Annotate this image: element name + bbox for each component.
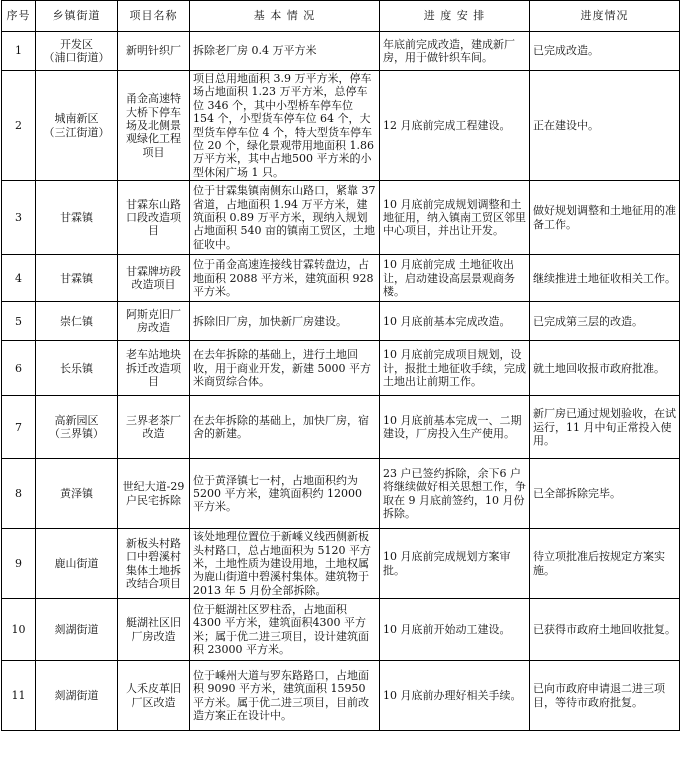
header-schedule: 进 度 安 排 (380, 1, 530, 32)
progress-status: 已全部拆除完毕。 (530, 459, 680, 529)
progress-status: 已获得市政府土地回收批复。 (530, 599, 680, 661)
schedule-plan: 23 户已签约拆除，余下6 户将继续做好相关思想工作，争取在 9 月底前签约，10 月份拆除。 (380, 459, 530, 529)
header-project: 项目名称 (118, 1, 190, 32)
schedule-plan: 10 月底前完成规划调整和土地征用，纳入镇南工贸区邻里中心项目，并出让开发。 (380, 181, 530, 255)
project-name: 新板头村路口中碧溪村集体土地拆改结合项目 (118, 529, 190, 599)
basic-info: 拆除旧厂房，加快新厂房建设。 (190, 302, 380, 341)
project-name: 老车站地块拆迁改造项目 (118, 341, 190, 396)
town-name: 长乐镇 (36, 341, 118, 396)
town-name: 崇仁镇 (36, 302, 118, 341)
basic-info: 位于甬金高速连接线甘霖转盘边，占地面积 2088 平方米，建筑面积 928 平方米。 (190, 255, 380, 302)
town-name: 高新园区 （三界镇） (36, 396, 118, 459)
row-number: 6 (2, 341, 36, 396)
town-name: 鹿山街道 (36, 529, 118, 599)
progress-status: 做好规划调整和土地征用的准备工作。 (530, 181, 680, 255)
table-row (2, 599, 680, 661)
basic-info: 该处地理位置位于新嵊义线西侧新板头村路口，总占地面积为 5120 平方米，土地性质为建设用地，土地权属为鹿山街道中碧溪村集体。建筑物于 2013 年 5 月份全部拆除。 (190, 529, 380, 599)
basic-info: 位于艇湖社区罗柱岙，占地面积 4300 平方米，建筑面积4300 平方米；属于优二进三项目，设计建筑面积 23000 平方米。 (190, 599, 380, 661)
row-number: 5 (2, 302, 36, 341)
table-row (2, 255, 680, 302)
town-name: 甘霖镇 (36, 181, 118, 255)
progress-status: 就土地回收报市政府批准。 (530, 341, 680, 396)
basic-info: 位于黄泽镇七一村，占地面积约为 5200 平方米，建筑面积约 12000 平方米。 (190, 459, 380, 529)
row-number: 4 (2, 255, 36, 302)
table-row (2, 181, 680, 255)
progress-status: 正在建设中。 (530, 71, 680, 181)
project-name: 甘霖牌坊段改造项目 (118, 255, 190, 302)
row-number: 8 (2, 459, 36, 529)
row-number: 2 (2, 71, 36, 181)
header-basic: 基 本 情 况 (190, 1, 380, 32)
town-name: 黄泽镇 (36, 459, 118, 529)
schedule-plan: 10 月底前基本完成改造。 (380, 302, 530, 341)
project-name: 阿斯克旧厂房改造 (118, 302, 190, 341)
basic-info: 位于甘霖集镇南侧东山路口，紧靠 37 省道，占地面积 1.94 万平方米，建筑面积 0.89 万平方米，现纳入规划占地面积 540 亩的镇南工贸区，土地征收中。 (190, 181, 380, 255)
row-number: 7 (2, 396, 36, 459)
row-number: 3 (2, 181, 36, 255)
basic-info: 位于嵊州大道与罗东路路口，占地面积 9090 平方米，建筑面积 15950 平方米。属于优二进三项目，目前改造方案正在设计中。 (190, 661, 380, 731)
project-name: 新明针织厂 (118, 32, 190, 71)
schedule-plan: 10 月底前完成项目规划，设计，报批土地征收手续，完成土地出让前期工作。 (380, 341, 530, 396)
table-row (2, 302, 680, 341)
town-name: 剡湖街道 (36, 661, 118, 731)
row-number: 11 (2, 661, 36, 731)
project-name: 世纪大道-29 户民宅拆除 (118, 459, 190, 529)
table-row (2, 32, 680, 71)
project-progress-table (1, 0, 680, 731)
progress-status: 继续推进土地征收相关工作。 (530, 255, 680, 302)
schedule-plan: 10 月底前完成规划方案审批。 (380, 529, 530, 599)
progress-status: 待立项批准后按规定方案实施。 (530, 529, 680, 599)
table-row (2, 341, 680, 396)
header-town: 乡镇街道 (36, 1, 118, 32)
schedule-plan: 10 月底前完成 土地征收出让，启动建设高层景观商务楼。 (380, 255, 530, 302)
table-row (2, 459, 680, 529)
progress-status: 已向市政府申请退二进三项目，等待市政府批复。 (530, 661, 680, 731)
project-name: 甬金高速特大桥下停车场及北侧景观绿化工程项目 (118, 71, 190, 181)
progress-status: 新厂房已通过规划验收，在试运行，11 月中旬正常投入使用。 (530, 396, 680, 459)
schedule-plan: 10 月底前办理好相关手续。 (380, 661, 530, 731)
basic-info: 拆除老厂房 0.4 万平方米 (190, 32, 380, 71)
schedule-plan: 10 月底前开始动工建设。 (380, 599, 530, 661)
town-name: 剡湖街道 (36, 599, 118, 661)
row-number: 10 (2, 599, 36, 661)
project-name: 甘霖东山路口段改造项目 (118, 181, 190, 255)
progress-status: 已完成改造。 (530, 32, 680, 71)
table-row (2, 661, 680, 731)
table-row (2, 529, 680, 599)
basic-info: 在去年拆除的基础上，加快厂房，宿舍的新建。 (190, 396, 380, 459)
town-name: 城南新区 （三江街道） (36, 71, 118, 181)
schedule-plan: 年底前完成改造，建成新厂房，用于做针织车间。 (380, 32, 530, 71)
project-name: 三界老茶厂改造 (118, 396, 190, 459)
row-number: 1 (2, 32, 36, 71)
town-name: 甘霖镇 (36, 255, 118, 302)
schedule-plan: 12 月底前完成工程建设。 (380, 71, 530, 181)
header-no: 序号 (2, 1, 36, 32)
basic-info: 在去年拆除的基础上，进行土地回收，用于商业开发，新建 5000 平方米商贸综合体。 (190, 341, 380, 396)
header-status: 进度情况 (530, 1, 680, 32)
header-row (2, 1, 680, 32)
town-name: 开发区 （浦口街道） (36, 32, 118, 71)
progress-status: 已完成第三层的改造。 (530, 302, 680, 341)
schedule-plan: 10 月底前基本完成一、二期建设，厂房投入生产使用。 (380, 396, 530, 459)
table-row (2, 396, 680, 459)
project-name: 人禾皮革旧厂区改造 (118, 661, 190, 731)
row-number: 9 (2, 529, 36, 599)
table-row (2, 71, 680, 181)
project-name: 艇湖社区旧厂房改造 (118, 599, 190, 661)
basic-info: 项目总用地面积 3.9 万平方米，停车场占地面积 1.23 万平方米，总停车位 346 个，其中小型桥车停车位 154 个，小型货车停车位 64 个，大型货车停车位 4 个，特大型货车停车位 20 个，绿化景观带用地面积 1.86 万平方米，其中占地500 平方米的小型休闲广场 1 只。 (190, 71, 380, 181)
